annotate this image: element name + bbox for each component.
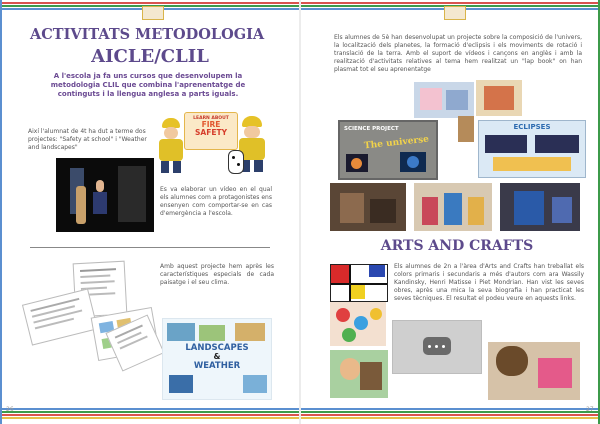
mondrian-artwork — [330, 264, 388, 302]
arts-description-text: Els alumnes de 2n a l'àrea d'Arts and Crafts han treballat els colors primaris i secundaris a més d'autors com ara Wassily Kandinsky, Henri Matisse i Piet Mondrian. Han vist les seves obres, après una mica la seva biografia i han practicat les seves tècniques. El resultat el podeu veure en aquests links. — [394, 263, 584, 302]
clil-intro-text: A l'escola ja fa uns cursos que desenvolupem la metodologia CLIL que combina l'aprenentatge de continguts i la llengua anglesa a parts iguals. — [50, 72, 246, 98]
kandinsky-artwork — [330, 302, 386, 346]
lapbook-photo-2 — [476, 80, 522, 116]
class-photo-2 — [414, 183, 492, 231]
class-photo-1 — [330, 183, 406, 231]
school-logo-right — [444, 6, 466, 20]
landscape-description-text: Amb aquest projecte hem après les característiques especials de cada paisatge i el seu clima. — [160, 263, 274, 286]
arts-video-link[interactable] — [392, 320, 482, 374]
page-number-left: 26 — [6, 406, 14, 413]
science-project-poster — [338, 120, 438, 180]
firefighter-left — [156, 118, 186, 174]
video-description-text: Es va elaborar un vídeo en el qual els alumnes com a protagonistes ens ensenyen com comportar-se en cas d'emergència a l'escola. — [160, 186, 272, 217]
matisse-artwork — [330, 350, 388, 398]
worksheet-2 — [22, 288, 98, 345]
landscapes-weather-poster — [162, 318, 272, 400]
universe-project-text: Els alumnes de 5è han desenvolupat un projecte sobre la composició de l'univers, la localització dels planetes, la formació d'eclipsis i els moviments de rotació i translació de la terra. Amb el suport de vídeos i cançons en anglès i amb la realització d'activitats relatives al tema hem realitzat un "lap book" on han plasmat tot el seu aprenentatge — [334, 34, 582, 73]
page-gutter — [299, 0, 301, 424]
class-photo-3 — [500, 183, 580, 231]
poster-word-weather: WEATHER — [193, 361, 241, 371]
safety-video-thumbnail[interactable] — [56, 158, 154, 232]
safety-projects-text: Així l'alumnat de 4t ha dut a terme dos projectes: "Safety at school" i "Weather and landscapes" — [28, 128, 147, 151]
fire-safety-sign — [184, 112, 238, 150]
science-label-2: The universe — [363, 134, 430, 152]
left-title-line2: AICLE/CLIL — [91, 46, 209, 67]
more-icon — [423, 337, 451, 355]
science-label-1: SCIENCE PROJECT — [344, 126, 399, 132]
eclipses-card — [478, 120, 586, 178]
school-logo-left — [142, 6, 164, 20]
fire-sign-line1: LEARN ABOUT — [193, 116, 229, 121]
earth-image — [400, 152, 426, 172]
lapbook-photo-1 — [414, 82, 474, 118]
left-edge-stripe — [0, 0, 2, 424]
dalmatian-dog — [228, 150, 244, 174]
fire-sign-line3: SAFETY — [195, 128, 227, 137]
left-title-line1: ACTIVITATS METODOLOGIA — [30, 26, 265, 43]
child-painting-photo — [488, 342, 580, 400]
lapbook-photo-3 — [458, 116, 474, 142]
poster-word-landscapes: LANDSCAPES — [185, 343, 249, 353]
fire-safety-illustration — [156, 110, 268, 176]
section-divider — [30, 247, 270, 248]
eclipses-label: ECLIPSES — [513, 123, 551, 131]
planet-image — [346, 154, 368, 172]
fire-sign-line2: FIRE — [201, 120, 221, 129]
poster-ampersand: & — [213, 352, 221, 361]
arts-and-crafts-title: ARTS AND CRAFTS — [380, 238, 534, 254]
page-number-right: 27 — [586, 406, 594, 413]
